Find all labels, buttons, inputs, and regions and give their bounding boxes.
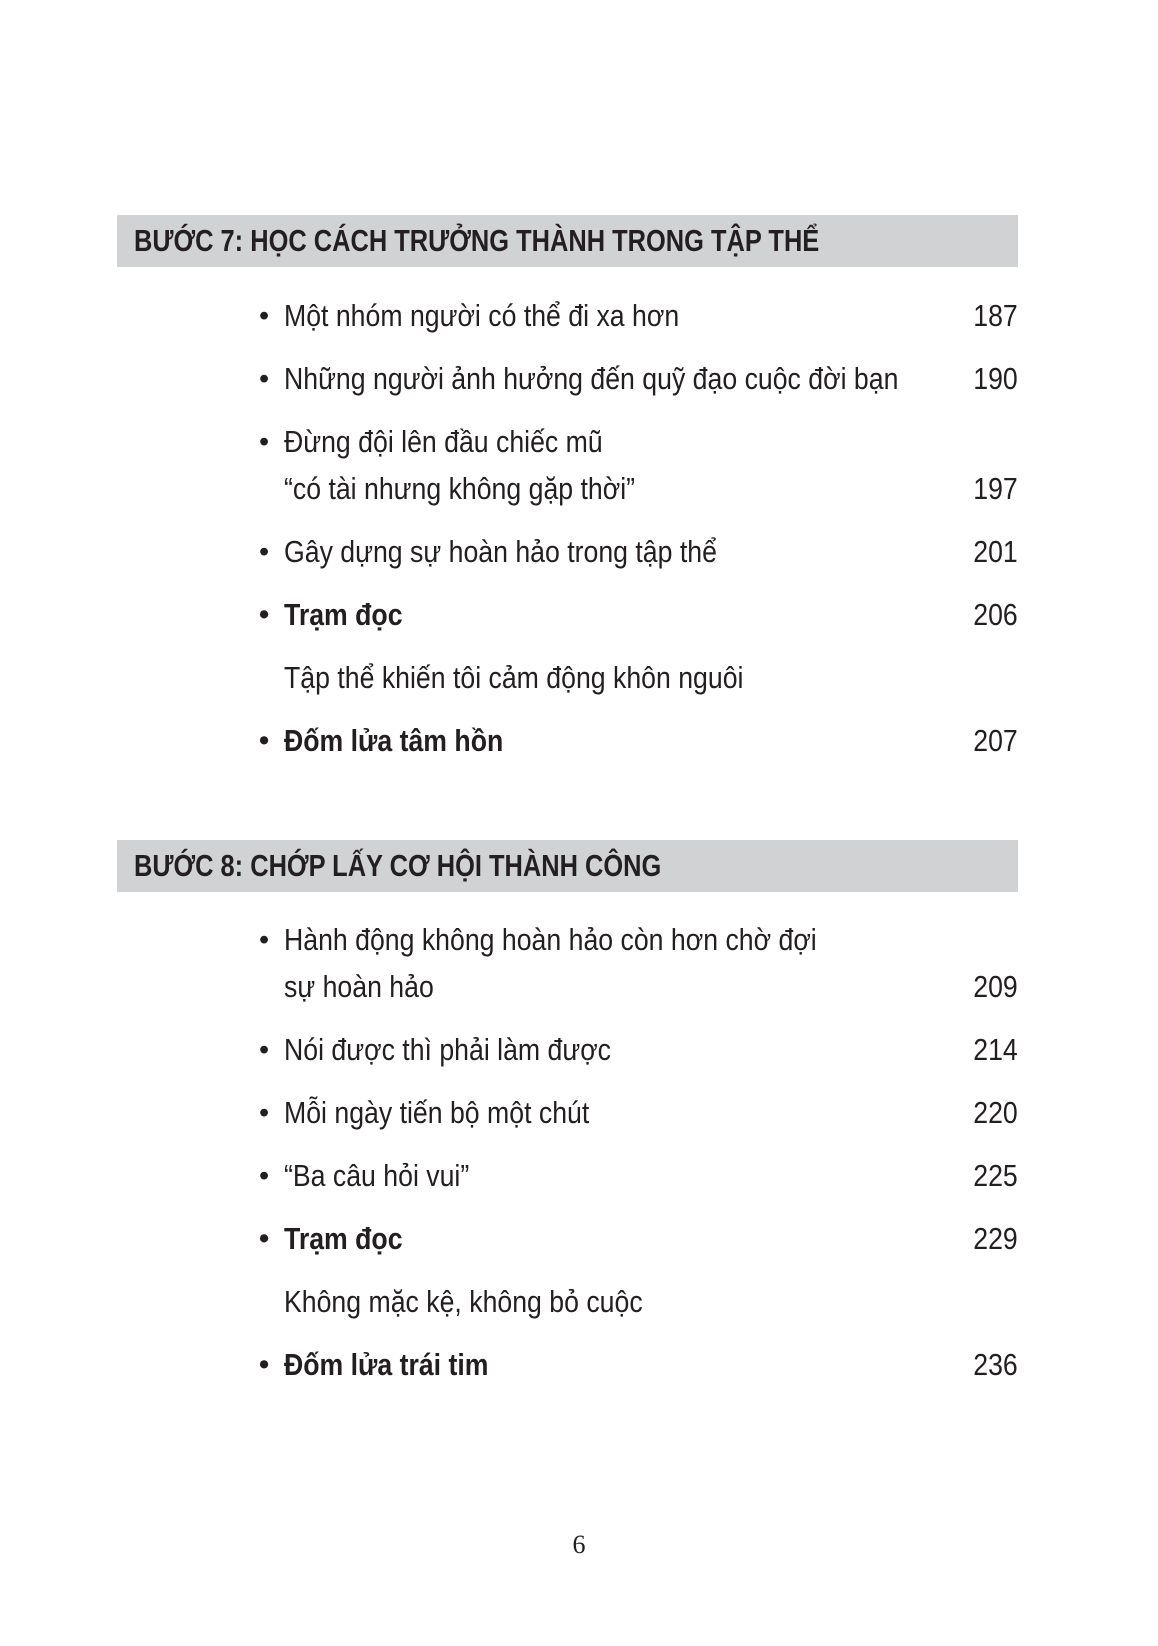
toc-entry[interactable] <box>0 1093 1158 1133</box>
subentry-title: Không mặc kệ, không bỏ cuộc <box>284 1284 643 1319</box>
bullet: • <box>259 363 270 395</box>
subentry-title: Tập thể khiến tôi cảm động khôn nguôi <box>284 660 744 695</box>
bullet: • <box>259 1034 270 1066</box>
toc-entry[interactable] <box>0 1030 1158 1070</box>
toc-entry-continuation <box>0 967 1158 1007</box>
entry-title: “Ba câu hỏi vui” <box>284 1158 470 1193</box>
entry-title-line-2: “có tài nhưng không gặp thời” <box>284 471 636 506</box>
entry-title: Những người ảnh hưởng đến quỹ đạo cuộc đời bạn <box>284 361 899 396</box>
page-number: 187 <box>973 298 1018 333</box>
bullet: • <box>259 1349 270 1381</box>
page-number: 225 <box>973 1158 1018 1193</box>
section-title: BƯỚC 8: CHỚP LẤY CƠ HỘI THÀNH CÔNG <box>134 848 662 883</box>
bullet: • <box>259 300 270 332</box>
entry-title: Đừng đội lên đầu chiếc mũ <box>284 424 603 459</box>
toc-subentry <box>0 658 1158 698</box>
toc-entry[interactable] <box>0 296 1158 336</box>
entry-title: Nói được thì phải làm được <box>284 1032 612 1067</box>
toc-entry[interactable] <box>0 595 1158 635</box>
toc-entry-continuation <box>0 469 1158 509</box>
entry-title: Gây dựng sự hoàn hảo trong tập thể <box>284 534 717 569</box>
section-header-step-8 <box>117 840 1018 892</box>
toc-entry[interactable] <box>0 721 1158 761</box>
toc-subentry <box>0 1282 1158 1322</box>
page-number: 207 <box>973 723 1018 758</box>
toc-entry[interactable] <box>0 920 1158 960</box>
entry-title: Trạm đọc <box>284 597 403 632</box>
section-header-step-7 <box>117 215 1018 267</box>
entry-title: Đốm lửa tâm hồn <box>284 723 504 758</box>
section-title: BƯỚC 7: HỌC CÁCH TRƯỞNG THÀNH TRONG TẬP THỂ <box>134 223 820 258</box>
bullet: • <box>259 1160 270 1192</box>
page-number: 229 <box>973 1221 1018 1256</box>
entry-title: Mỗi ngày tiến bộ một chút <box>284 1095 590 1130</box>
toc-entry[interactable] <box>0 532 1158 572</box>
toc-entry[interactable] <box>0 359 1158 399</box>
page-number: 206 <box>973 597 1018 632</box>
toc-entry[interactable] <box>0 1156 1158 1196</box>
bullet: • <box>259 924 270 956</box>
entry-title-line-2: sự hoàn hảo <box>284 969 434 1004</box>
page-number: 236 <box>973 1347 1018 1382</box>
page-number: 209 <box>973 969 1018 1004</box>
bullet: • <box>259 599 270 631</box>
bullet: • <box>259 1097 270 1129</box>
bullet: • <box>259 1223 270 1255</box>
toc-entry[interactable] <box>0 1345 1158 1385</box>
page-number: 190 <box>973 361 1018 396</box>
page-number: 197 <box>973 471 1018 506</box>
entry-title: Hành động không hoàn hảo còn hơn chờ đợi <box>284 922 817 957</box>
toc-entry[interactable] <box>0 1219 1158 1259</box>
entry-title: Một nhóm người có thể đi xa hơn <box>284 298 680 333</box>
page-number: 220 <box>973 1095 1018 1130</box>
page-number: 201 <box>973 534 1018 569</box>
page-number: 214 <box>973 1032 1018 1067</box>
entry-title: Trạm đọc <box>284 1221 403 1256</box>
bullet: • <box>259 536 270 568</box>
page-folio: 6 <box>572 1530 586 1559</box>
bullet: • <box>259 426 270 458</box>
toc-entry[interactable] <box>0 422 1158 462</box>
entry-title: Đốm lửa trái tim <box>284 1347 489 1382</box>
bullet: • <box>259 725 270 757</box>
